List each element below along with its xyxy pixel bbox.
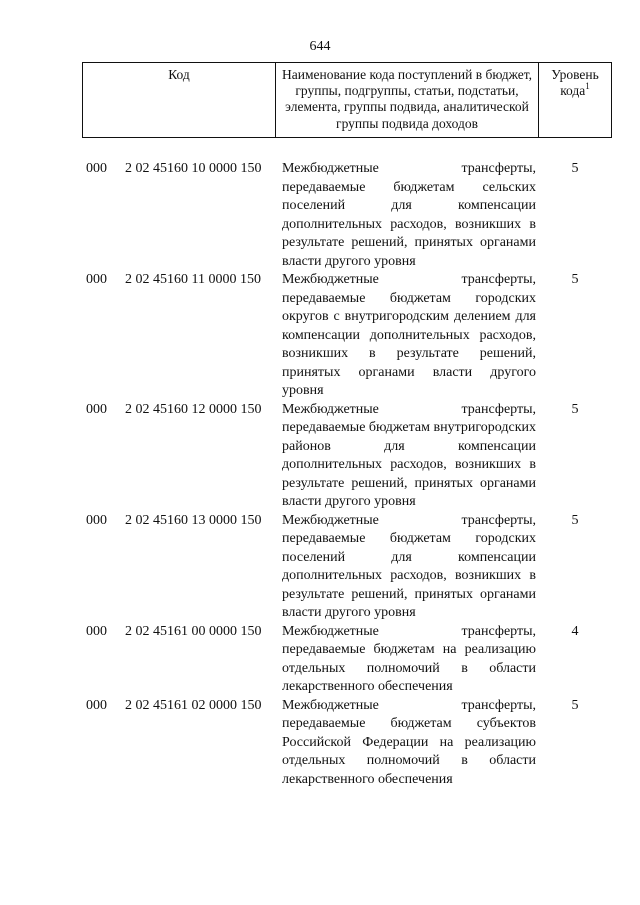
income-name: Межбюджетные трансферты, передаваемые бюджетам на реализацию отдельных полномочий в области лекарственного обеспечения bbox=[282, 623, 536, 694]
header-name: Наименование кода поступлений в бюджет, группы, подгруппы, статьи, подстатьи, элемента, группы подвида, аналитической группы подвида доходов bbox=[276, 63, 539, 137]
code-level: 5 bbox=[571, 512, 579, 528]
income-code: 2 02 45160 10 0000 150 bbox=[125, 161, 262, 176]
table-row bbox=[0, 271, 640, 401]
header-level-footnote: 1 bbox=[585, 81, 590, 92]
header-code: Код bbox=[83, 63, 276, 137]
admin-code: 000 bbox=[86, 401, 107, 417]
income-code: 2 02 45161 00 0000 150 bbox=[125, 623, 262, 639]
table-row bbox=[0, 512, 640, 623]
table-row bbox=[0, 697, 640, 790]
income-code: 2 02 45160 12 0000 150 bbox=[125, 401, 262, 417]
code-level: 5 bbox=[571, 161, 579, 176]
income-name: Межбюджетные трансферты, передаваемые бюджетам субъектов Российской Федерации на реализацию отдельных полномочий в области лекарственного обеспечения bbox=[282, 697, 536, 787]
income-name: Межбюджетные трансферты, передаваемые бюджетам сельских поселений для компенсации дополнительных расходов, возникших в результате решений, принятых органами власти другого уровня bbox=[282, 161, 536, 269]
table-header bbox=[82, 62, 612, 138]
table-body bbox=[0, 160, 640, 789]
income-code: 2 02 45160 11 0000 150 bbox=[125, 272, 261, 287]
code-level: 5 bbox=[571, 697, 579, 713]
table-row bbox=[0, 401, 640, 512]
header-level bbox=[539, 63, 611, 137]
income-name: Межбюджетные трансферты, передаваемые бюджетам городских поселений для компенсации дополнительных расходов, возникших в результате решений, принятых органами власти другого уровня bbox=[282, 512, 536, 620]
admin-code: 000 bbox=[86, 697, 107, 713]
income-name: Межбюджетные трансферты, передаваемые бюджетам городских округов с внутригородским делением для компенсации дополнительных расходов, возникших в результате решений, принятых органами власти другого уровня bbox=[282, 272, 536, 398]
income-name: Межбюджетные трансферты, передаваемые бюджетам внутригородских районов для компенсации дополнительных расходов, возникших в результате решений, принятых органами власти другого уровня bbox=[282, 401, 536, 509]
code-level: 5 bbox=[571, 272, 579, 287]
admin-code: 000 bbox=[86, 512, 107, 528]
table-row bbox=[0, 623, 640, 697]
income-code: 2 02 45160 13 0000 150 bbox=[125, 512, 262, 528]
income-code: 2 02 45161 02 0000 150 bbox=[125, 697, 262, 713]
header-level-label: Уровень кода bbox=[551, 67, 599, 99]
admin-code: 000 bbox=[86, 161, 107, 176]
admin-code: 000 bbox=[86, 272, 107, 287]
admin-code: 000 bbox=[86, 623, 107, 639]
page-number: 644 bbox=[309, 39, 331, 54]
code-level: 4 bbox=[571, 623, 579, 639]
table-row bbox=[0, 160, 640, 271]
code-level: 5 bbox=[571, 401, 579, 417]
